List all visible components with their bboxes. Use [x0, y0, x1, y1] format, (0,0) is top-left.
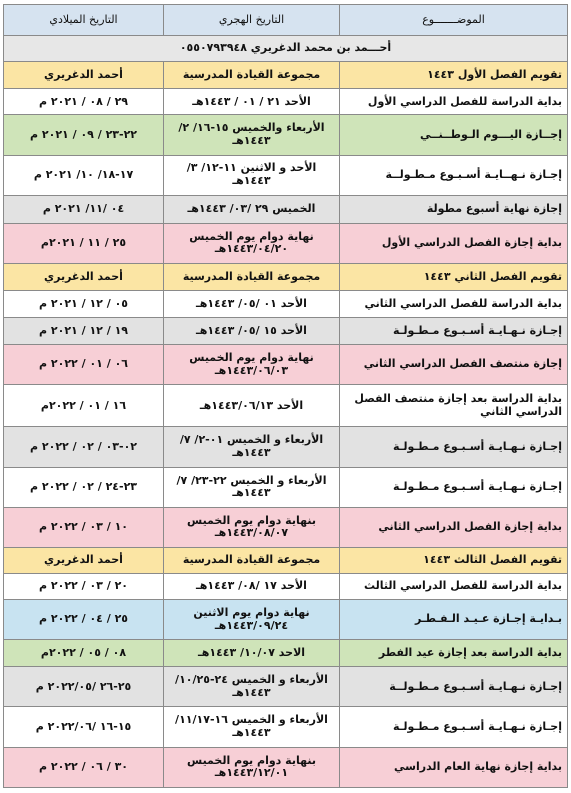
table-row [4, 89, 568, 115]
gregorian-date: ٢٣-٢٤ / ٠٢ / ٢٠٢٢ م [4, 467, 164, 507]
group-label: مجموعة القيادة المدرسية [164, 547, 340, 573]
table-row [4, 318, 568, 345]
header-hijri: التاريخ الهجري [164, 5, 340, 36]
gregorian-date: ٠٦ / ٠١ / ٢٠٢٢ م [4, 345, 164, 385]
event-topic: إجـازة نـهـايـة أسـبـوع مـطـولــة [340, 667, 568, 707]
event-topic: إجـازة نـهــايـة أسـبـوع مـطـولــة [340, 155, 568, 195]
gregorian-date: ٢٠ / ٠٣ / ٢٠٢٢ م [4, 574, 164, 600]
gregorian-date: ٢٥ / ١١ / ٢٠٢١م [4, 223, 164, 263]
table-row [4, 600, 568, 640]
gregorian-date: ٣٠ / ٠٦ / ٢٠٢٢ م [4, 747, 164, 787]
event-topic: بداية الدراسة بعد إجازة منتصف الفصل الدراسي الثاني [340, 385, 568, 427]
gregorian-date: ١٠ / ٠٣ / ٢٠٢٢ م [4, 507, 164, 547]
hijri-date: الأحد ١٥ /٠٥/ ١٤٤٣هـ [164, 318, 340, 345]
hijri-date: بنهاية دوام يوم الخميس ١٤٤٣/١٢/٠١هـ [164, 747, 340, 787]
table-row [4, 223, 568, 263]
gregorian-date: ٠٨ / ٠٥ / ٢٠٢٢م [4, 640, 164, 667]
table-row [4, 640, 568, 667]
gregorian-date: ٠٥ / ١٢ / ٢٠٢١ م [4, 291, 164, 318]
event-topic: بداية الدراسة بعد إجازة عيد الفطر [340, 640, 568, 667]
event-topic: إجـازة نـهـايـة أسـبـوع مـطـولـة [340, 318, 568, 345]
hijri-date: الأربعاء و الخميس ١٦-١١/١٧/ ١٤٤٣هـ [164, 707, 340, 747]
table-row [4, 115, 568, 155]
semester-title: تقويم الفصل الثالث ١٤٤٣ [340, 547, 568, 573]
author-row [4, 36, 568, 62]
hijri-date: نهاية دوام يوم الخميس ١٤٤٣/٠٤/٢٠هـ [164, 223, 340, 263]
hijri-date: الخميس ٢٩ /٠٣/ ١٤٤٣هـ [164, 195, 340, 223]
header-topic: الموضـــــــوع [340, 5, 568, 36]
table-row [4, 747, 568, 787]
header-gregorian: التاريخ الميلادي [4, 5, 164, 36]
event-topic: إجازة نهاية أسبوع مطولة [340, 195, 568, 223]
semester-header-row [4, 62, 568, 89]
gregorian-date: ٢٥-٢٦ /٢٠٢٢/٠٥ م [4, 667, 164, 707]
hijri-date: الاحد ١٠/٠٧/ ١٤٤٣هـ [164, 640, 340, 667]
table-row [4, 345, 568, 385]
table-row [4, 427, 568, 467]
table-row [4, 507, 568, 547]
hijri-date: الأربعاء و الخميس ٢٢-٢٣/ ٧/ ١٤٤٣هـ [164, 467, 340, 507]
gregorian-date: ١٩ / ١٢ / ٢٠٢١ م [4, 318, 164, 345]
group-label: مجموعة القيادة المدرسية [164, 263, 340, 290]
table-row [4, 385, 568, 427]
gregorian-date: ١٧-١٨/ ١٠/ ٢٠٢١ م [4, 155, 164, 195]
event-topic: إجــازة اليـــوم الـوطــنــي [340, 115, 568, 155]
calendar-table [3, 4, 568, 788]
semester-title: تقويم الفصل الأول ١٤٤٣ [340, 62, 568, 89]
table-row [4, 707, 568, 747]
author-name: أحمد الدغريري [4, 547, 164, 573]
group-label: مجموعة القيادة المدرسية [164, 62, 340, 89]
table-row [4, 667, 568, 707]
gregorian-date: ٢٥ / ٠٤ / ٢٠٢٢ م [4, 600, 164, 640]
hijri-date: الأحد و الاثنين ١١-١٢/ ٣/ ١٤٤٣هـ [164, 155, 340, 195]
table-row [4, 574, 568, 600]
event-topic: بـدايـة إجـازة عـيـد الـفـطـر [340, 600, 568, 640]
semester-header-row [4, 263, 568, 290]
hijri-date: الأحد ٠١ /٠٥/ ١٤٤٣هـ [164, 291, 340, 318]
event-topic: إجازة منتصف الفصل الدراسي الثاني [340, 345, 568, 385]
gregorian-date: ٢٢-٢٣ / ٠٩ / ٢٠٢١ م [4, 115, 164, 155]
hijri-date: الأربعاء و الخميس ٠١-٢/ ٧/ ١٤٤٣هـ [164, 427, 340, 467]
hijri-date: نهاية دوام يوم الاثنين ١٤٤٣/٠٩/٢٤هـ [164, 600, 340, 640]
gregorian-date: ١٥-١٦ /٢٠٢٢/٠٦ م [4, 707, 164, 747]
event-topic: بداية الدراسة للفصل الدراسي الثالث [340, 574, 568, 600]
hijri-date: الأربعاء و الخميس ٢٤-١٠/٢٥/ ١٤٤٣هـ [164, 667, 340, 707]
table-row [4, 467, 568, 507]
author-line: أحـــمد بن محمد الدغريري ٠٥٥٠٧٩٣٩٤٨ [4, 36, 568, 62]
event-topic: إجـازة نـهـايـة أسـبـوع مـطـولـة [340, 467, 568, 507]
hijri-date: نهاية دوام يوم الخميس ١٤٤٣/٠٦/٠٣هـ [164, 345, 340, 385]
author-name: أحمد الدغريري [4, 62, 164, 89]
hijri-date: بنهاية دوام يوم الخميس ١٤٤٣/٠٨/٠٧هـ [164, 507, 340, 547]
table-row [4, 195, 568, 223]
hijri-date: الأحد ١٤٤٣/٠٦/١٣هـ [164, 385, 340, 427]
event-topic: بداية الدراسة للفصل الدراسي الأول [340, 89, 568, 115]
hijri-date: الأحد ١٧ /٠٨/ ١٤٤٣هـ [164, 574, 340, 600]
event-topic: إجـازة نـهـايـة أسـبـوع مـطـولـة [340, 707, 568, 747]
event-topic: بداية إجازة نهاية العام الدراسي [340, 747, 568, 787]
event-topic: بداية إجازة الفصل الدراسي الأول [340, 223, 568, 263]
hijri-date: الأحد ٢١ / ٠١ / ١٤٤٣هـ [164, 89, 340, 115]
event-topic: بداية إجازة الفصل الدراسي الثاني [340, 507, 568, 547]
event-topic: بداية الدراسة للفصل الدراسي الثاني [340, 291, 568, 318]
event-topic: إجـازة نـهـايـة أسـبـوع مـطـولـة [340, 427, 568, 467]
table-row [4, 155, 568, 195]
gregorian-date: ٢٩ / ٠٨ / ٢٠٢١ م [4, 89, 164, 115]
header-row [4, 5, 568, 36]
semester-header-row [4, 547, 568, 573]
hijri-date: الأربعاء والخميس ١٥-١٦/ ٢/ ١٤٤٣هـ [164, 115, 340, 155]
semester-title: تقويم الفصل الثاني ١٤٤٣ [340, 263, 568, 290]
gregorian-date: ٠٤ /١١/ ٢٠٢١ م [4, 195, 164, 223]
gregorian-date: ٠٢-٠٣ / ٠٢ / ٢٠٢٢ م [4, 427, 164, 467]
author-name: أحمد الدغريري [4, 263, 164, 290]
table-row [4, 291, 568, 318]
gregorian-date: ١٦ / ٠١ / ٢٠٢٢م [4, 385, 164, 427]
